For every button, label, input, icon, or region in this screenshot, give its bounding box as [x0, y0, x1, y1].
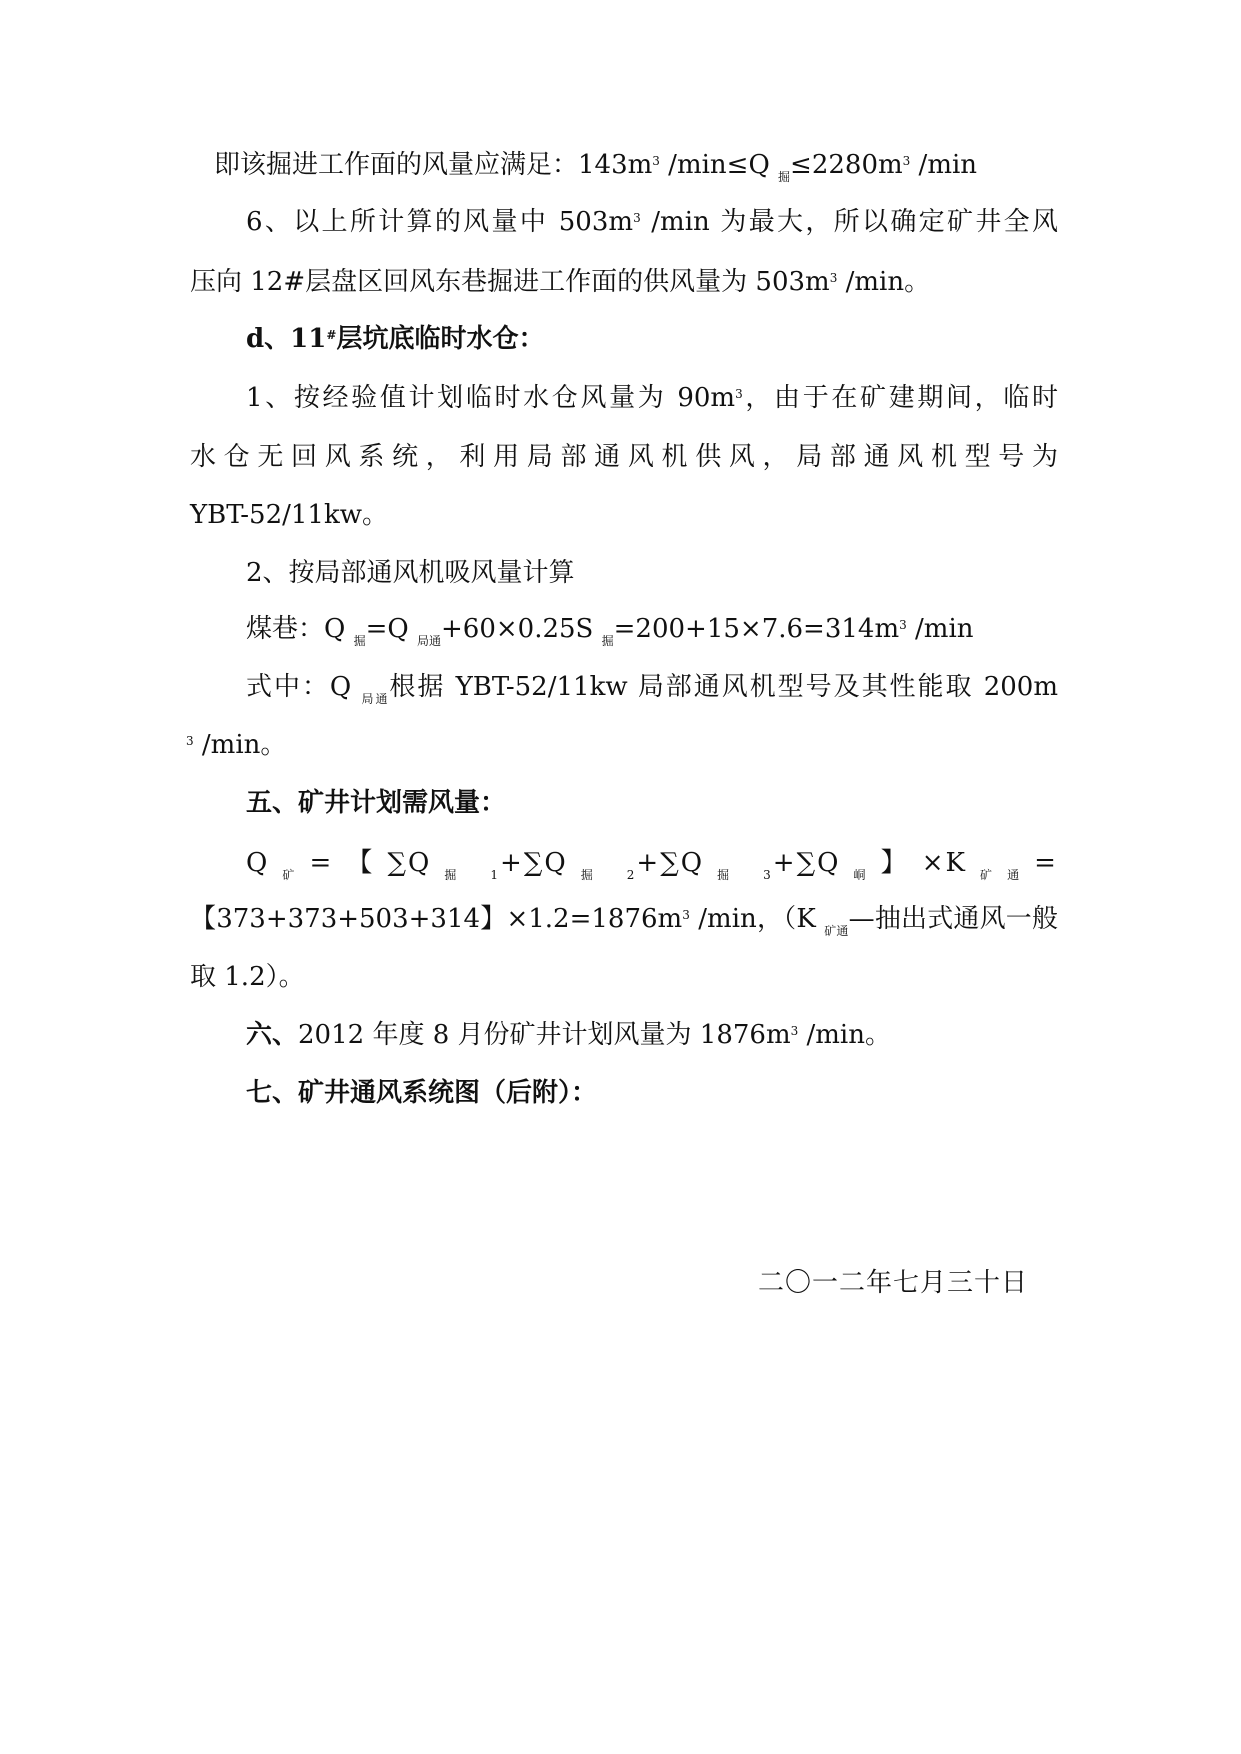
text-line-fan-model: YBT-52/11kw。	[190, 500, 388, 530]
text-line-formula-note-cont: $^3$ /min。	[186, 730, 287, 760]
signature-date: 二〇一二年七月三十日	[758, 1268, 1029, 1298]
text-line-airflow-range: 即该掘进工作面的风量应满足：$143m^3$ /min≤Q $_掘\le 2280m^3$ /min	[214, 150, 978, 184]
section-heading-6: 六、2012 年度 8 月份矿井计划风量为 $1876m^3$ /min。	[246, 1020, 891, 1050]
text-line-mine-airflow-result: 【373+373+503+314】$\times 1.2=1876m^3$ /min，（K $_{矿通}$—抽出式通风一般	[190, 904, 1058, 938]
text-line-item-2: 2、按局部通风机吸风量计算	[246, 558, 575, 588]
text-line-item-6-cont: 压向 12#层盘区回风东巷掘进工作面的供风量为 $503m^3$ /min。	[190, 267, 931, 297]
text-line-item-1: 1、按经验值计划临时水仓风量为 $90m^3$，由于在矿建期间，临时	[246, 383, 1058, 413]
text-line-item-6: 6、以上所计算的风量中 $503m^3$ /min 为最大，所以确定矿井全风	[246, 207, 1058, 237]
section-heading-7: 七、矿井通风系统图（后附）：	[246, 1078, 598, 1108]
text-line-coal-roadway-formula: 煤巷：Q $_掘$=Q $_{局通}$+60×0.25S $_掘=200+15\times 7.6=314m^3$ /min	[246, 614, 974, 648]
section-heading-d: d、11#层坑底临时水仓：	[246, 324, 545, 354]
text-line-mine-airflow-result-cont: 取 1.2）。	[190, 962, 305, 992]
text-line-formula-note: 式中：Q $_{局通}$根据 YBT-52/11kw 局部通风机型号及其性能取 200m	[246, 672, 1058, 706]
section-heading-5: 五、矿井计划需风量：	[246, 788, 507, 818]
text-line-mine-airflow-formula: $Q_矿=$【$\sum Q_{掘 1}+\sum Q_{掘 2}+\sum Q_{掘 3}+\sum Q_峒$】$\times K_{矿通}=$	[246, 848, 1058, 882]
text-line-item-1-cont: 水仓无回风系统，利用局部通风机供风，局部通风机型号为	[190, 442, 1058, 472]
